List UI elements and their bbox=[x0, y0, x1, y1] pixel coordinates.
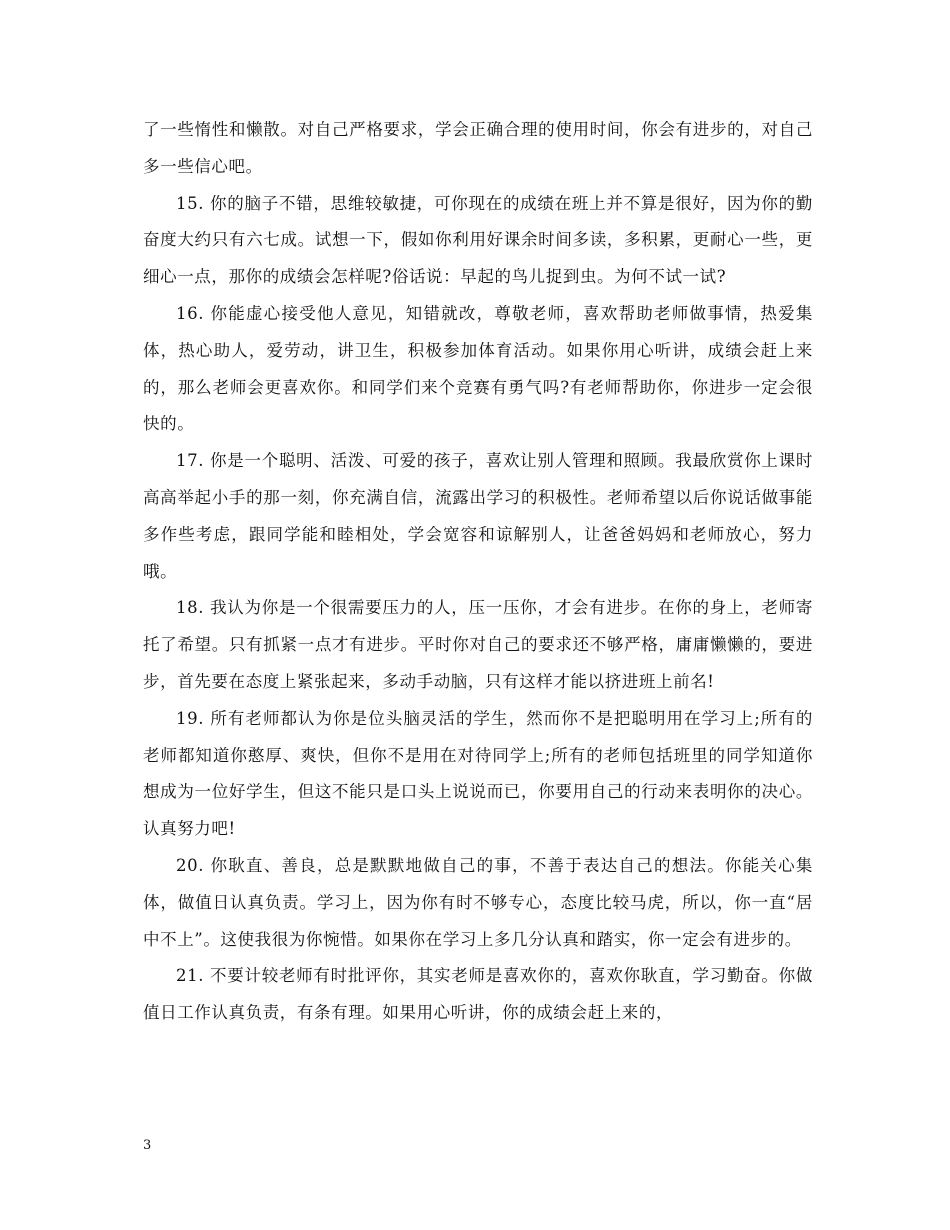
paragraph-19: 19. 所有老师都认为你是位头脑灵活的学生，然而你不是把聪明用在学习上;所有的老师都知道你憨厚、爽快，但你不是用在对待同学上;所有的老师包括班里的同学知道你想成为一位好学生，但这不能只是口头上说说而已，你要用自己的行动来表明你的决心。认真努力吧! bbox=[143, 708, 813, 839]
paragraph-continuation: 了一些惰性和懒散。对自己严格要求，学会正确合理的使用时间，你会有进步的，对自己多一些信心吧。 bbox=[143, 120, 813, 176]
body-text bbox=[143, 112, 813, 1032]
paragraph-15: 15. 你的脑子不错，思维较敏捷，可你现在的成绩在班上并不算是很好，因为你的勤奋度大约只有六七成。试想一下，假如你利用好课余时间多读，多积累，更耐心一些，更细心一点，那你的成绩会怎样呢?俗话说：早起的鸟儿捉到虫。为何不试一试? bbox=[143, 193, 813, 287]
paragraph-20: 20. 你耿直、善良，总是默默地做自己的事，不善于表达自己的想法。你能关心集体，做值日认真负责。学习上，因为你有时不够专心，态度比较马虎，所以，你一直“居中不上”。这使我很为你惋惜。如果你在学习上多几分认真和踏实，你一定会有进步的。 bbox=[143, 855, 813, 949]
paragraph-16: 16. 你能虚心接受他人意见，知错就改，尊敬老师，喜欢帮助老师做事情，热爱集体，热心助人，爱劳动，讲卫生，积极参加体育活动。如果你用心听讲，成绩会赶上来的，那么老师会更喜欢你。和同学们来个竞赛有勇气吗?有老师帮助你，你进步一定会很快的。 bbox=[143, 303, 813, 434]
paragraph-18: 18. 我认为你是一个很需要压力的人，压一压你，才会有进步。在你的身上，老师寄托了希望。只有抓紧一点才有进步。平时你对自己的要求还不够严格，庸庸懒懒的，要进步，首先要在态度上紧张起来，多动手动脑，只有这样才能以挤进班上前名! bbox=[143, 598, 813, 691]
page-number: 3 bbox=[143, 1138, 152, 1153]
paragraph-21: 21. 不要计较老师有时批评你，其实老师是喜欢你的，喜欢你耿直，学习勤奋。你做值日工作认真负责，有条有理。如果用心听讲，你的成绩会赶上来的， bbox=[143, 966, 813, 1023]
paragraph-17: 17. 你是一个聪明、活泼、可爱的孩子，喜欢让别人管理和照顾。我最欣赏你上课时高高举起小手的那一刻，你充满自信，流露出学习的积极性。老师希望以后你说话做事能多作些考虑，跟同学能和睦相处，学会宽容和谅解别人，让爸爸妈妈和老师放心，努力哦。 bbox=[143, 451, 813, 581]
